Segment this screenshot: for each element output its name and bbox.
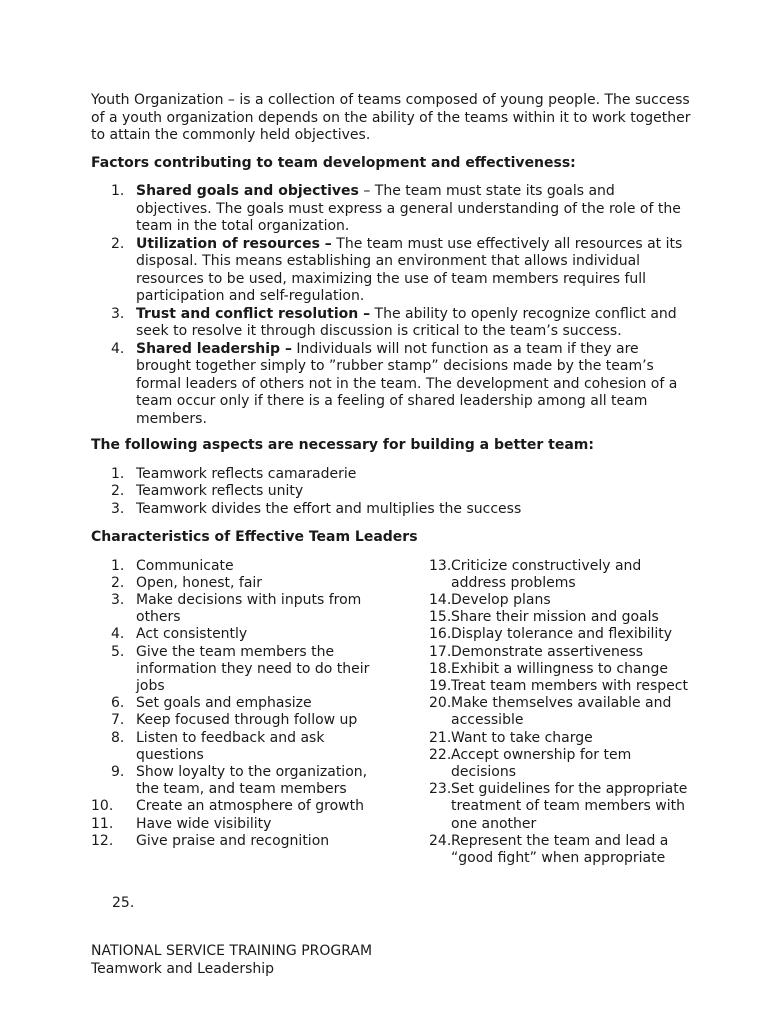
factor-item <box>91 306 691 341</box>
leader-trait-item <box>429 833 691 867</box>
list-number: 12. <box>91 832 114 849</box>
footer-program: NATIONAL SERVICE TRAINING PROGRAM <box>91 943 373 959</box>
leader-trait-item <box>91 798 371 815</box>
list-number: 1. <box>111 557 125 574</box>
leaders-columns <box>91 558 691 868</box>
trait-text: Accept ownership for tem decisions <box>451 746 632 780</box>
leader-trait-item <box>429 730 691 747</box>
aspect-text: Teamwork reflects camaraderie <box>136 465 357 482</box>
factors-list <box>91 183 691 428</box>
trait-text: Have wide visibility <box>136 815 272 832</box>
item-25-number: 25. <box>112 895 135 911</box>
document-body <box>91 92 691 868</box>
aspect-item <box>91 483 691 501</box>
factors-heading: Factors contributing to team development and effectiveness: <box>91 154 576 171</box>
list-number: 2. <box>111 483 125 499</box>
leader-trait-item <box>91 575 371 592</box>
leaders-left-column <box>91 558 371 850</box>
leader-trait-item <box>91 695 371 712</box>
leader-trait-item <box>429 661 691 678</box>
list-number: 8. <box>111 729 125 746</box>
leaders-right-list <box>429 558 691 868</box>
trait-text: Want to take charge <box>451 729 593 746</box>
trait-text: Make themselves available and accessible <box>451 695 672 729</box>
list-number: 19. <box>429 677 452 694</box>
leaders-heading: Characteristics of Effective Team Leaders <box>91 529 418 545</box>
leader-trait-item <box>429 695 691 729</box>
list-number: 3. <box>111 500 125 517</box>
factor-item <box>91 341 691 429</box>
list-number: 20. <box>429 695 452 712</box>
factor-title: Shared goals and objectives <box>136 183 359 199</box>
trait-text: Set guidelines for the appropriate treatment of team members with one another <box>451 781 688 832</box>
trait-text: Criticize constructively and address problems <box>451 557 642 591</box>
list-number: 6. <box>111 695 125 712</box>
factor-title: Utilization of resources – <box>136 235 332 252</box>
list-number: 24. <box>429 832 452 849</box>
trait-text: Represent the team and lead a “good fight” when appropriate <box>451 832 669 866</box>
trait-text: Communicate <box>136 557 234 574</box>
trait-text: Create an atmosphere of growth <box>136 798 364 815</box>
list-number: 23. <box>429 781 452 798</box>
trait-text: Open, honest, fair <box>136 574 263 591</box>
leader-trait-item <box>91 730 371 764</box>
factor-text: – The team must state its goals and objectives. The goals must express a general understanding of the role of the team in the total organization. <box>136 183 681 234</box>
leader-trait-item <box>429 781 691 833</box>
list-number: 5. <box>111 643 125 660</box>
aspect-text: Teamwork reflects unity <box>136 483 304 499</box>
leader-trait-item <box>91 764 371 798</box>
list-number: 13. <box>429 557 452 574</box>
aspects-heading: The following aspects are necessary for building a better team: <box>91 437 594 453</box>
leaders-left-list <box>91 558 371 850</box>
trait-text: Set goals and emphasize <box>136 695 312 712</box>
leader-trait-item <box>91 816 371 833</box>
leader-trait-item <box>91 833 371 850</box>
leader-trait-item <box>429 592 691 609</box>
trait-text: Listen to feedback and ask questions <box>136 729 325 763</box>
trait-text: Develop plans <box>451 591 551 608</box>
list-number: 17. <box>429 643 452 660</box>
leader-trait-item <box>429 558 691 592</box>
list-number: 21. <box>429 729 452 746</box>
trait-text: Treat team members with respect <box>451 677 688 694</box>
aspect-item <box>91 501 691 519</box>
trait-text: Display tolerance and flexibility <box>451 626 673 643</box>
list-number: 7. <box>111 712 125 729</box>
leader-trait-item <box>91 592 371 626</box>
list-number: 3. <box>111 591 125 608</box>
factor-text: Individuals will not function as a team if they are brought together simply to ”rubber stamp” decisions made by the team’s formal leaders of others not in the team. The development and cohesion of a team occur only if there is a feeling of shared leadership among all team members. <box>136 340 678 427</box>
list-number: 2. <box>111 574 125 591</box>
leader-trait-item <box>429 609 691 626</box>
list-number: 15. <box>429 609 452 626</box>
trait-text: Give the team members the information they need to do their jobs <box>136 643 370 694</box>
factor-title: Shared leadership – <box>136 340 292 357</box>
factor-text: The team must use effectively all resources at its disposal. This means establishing an environment that allows individual resources to be used, maximizing the use of team members requires full participation and self-regulation. <box>136 235 683 304</box>
list-number: 18. <box>429 660 452 677</box>
factor-title: Trust and conflict resolution – <box>136 305 371 322</box>
leader-trait-item <box>429 644 691 661</box>
trait-text: Make decisions with inputs from others <box>136 591 362 626</box>
trait-text: Act consistently <box>136 626 248 643</box>
aspect-item <box>91 466 691 484</box>
leader-trait-item <box>429 678 691 695</box>
footer-subject: Teamwork and Leadership <box>91 960 275 977</box>
trait-text: Demonstrate assertiveness <box>451 643 644 660</box>
aspects-list <box>91 466 691 519</box>
list-number: 11. <box>91 815 114 832</box>
list-number: 1. <box>111 465 125 482</box>
list-number: 2. <box>111 235 125 252</box>
trait-text: Share their mission and goals <box>451 609 659 626</box>
trait-text: Show loyalty to the organization, the team, and team members <box>136 763 368 798</box>
list-number: 22. <box>429 746 452 763</box>
list-number: 16. <box>429 626 452 643</box>
list-number: 4. <box>111 340 125 357</box>
page-footer <box>91 943 372 978</box>
trait-text: Keep focused through follow up <box>136 712 358 729</box>
leader-trait-item <box>429 747 691 781</box>
leaders-right-column <box>429 558 691 868</box>
intro-paragraph: Youth Organization – is a collection of teams composed of young people. The success of a youth organization depends on the ability of the teams within it to work together to attain the commonly held objectives. <box>91 92 691 143</box>
factor-item <box>91 183 691 236</box>
leader-trait-item <box>91 626 371 643</box>
list-number: 9. <box>111 763 125 780</box>
list-number: 1. <box>111 183 125 199</box>
factor-item <box>91 236 691 306</box>
trait-text: Exhibit a willingness to change <box>451 660 668 677</box>
list-number: 4. <box>111 626 125 643</box>
leader-trait-item <box>91 712 371 729</box>
list-number: 14. <box>429 591 452 608</box>
trait-text: Give praise and recognition <box>136 832 330 849</box>
list-number: 3. <box>111 305 125 322</box>
list-number: 10. <box>91 798 114 815</box>
leader-trait-item <box>91 644 371 696</box>
factor-text: The ability to openly recognize conflict and seek to resolve it through discussion is critical to the team’s success. <box>136 305 677 339</box>
aspect-text: Teamwork divides the effort and multiplies the success <box>136 500 522 517</box>
leader-trait-item <box>429 626 691 643</box>
leader-trait-item <box>91 558 371 575</box>
